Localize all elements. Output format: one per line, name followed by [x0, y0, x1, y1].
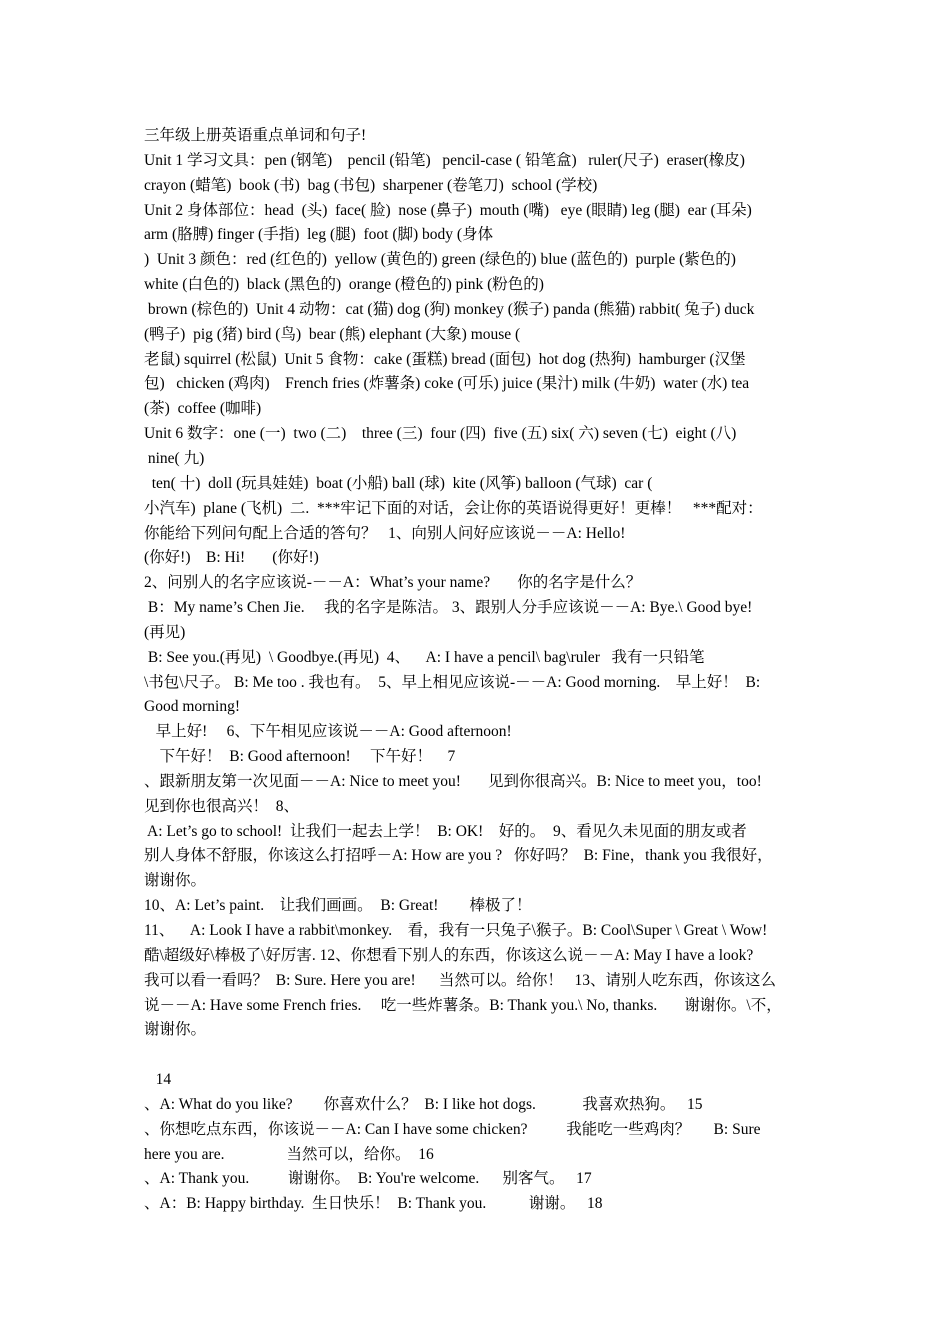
- text-line: nine( 九): [144, 449, 205, 467]
- text-line: ten( 十) doll (玩具娃娃) boat (小船) ball (球) kite (风筝) balloon (气球) car (: [144, 474, 653, 492]
- text-line: crayon (蜡笔) book (书) bag (书包) sharpener (卷笔刀) school (学校): [144, 176, 598, 194]
- text-line: 、A: Thank you. 谢谢你。 B: You're welcome. 别客气。 17: [144, 1170, 592, 1188]
- text-line: brown (棕色的) Unit 4 动物：cat (猫) dog (狗) monkey (猴子) panda (熊猫) rabbit( 兔子) duck: [144, 300, 755, 318]
- text-line: (再见): [144, 623, 186, 641]
- text-line: ) Unit 3 颜色：red (红色的) yellow (黄色的) green (绿色的) blue (蓝色的) purple (紫色的): [144, 251, 736, 269]
- text-line: 、A：B: Happy birthday. 生日快乐！ B: Thank you. 谢谢。 18: [144, 1195, 603, 1213]
- text-line: 11、 A: Look I have a rabbit\monkey. 看，我有一只兔子\猴子。B: Cool\Super \ Great \ Wow!: [144, 922, 768, 939]
- text-line: 别人身体不舒服，你该这么打招呼－A: How are you ? 你好吗？ B: Fine，thank you 我很好，: [144, 847, 773, 865]
- text-line: 10、A: Let’s paint. 让我们画画。 B: Great! 棒极了！: [144, 897, 532, 915]
- text-line: B：My name’s Chen Jie. 我的名字是陈洁。 3、跟别人分手应该说－－A: Bye.\ Good bye!: [144, 599, 753, 617]
- text-line: Good morning!: [144, 698, 241, 716]
- text-line: Unit 2 身体部位：head (头) face( 脸) nose (鼻子) mouth (嘴) eye (眼睛) leg (腿) ear (耳朵): [144, 201, 752, 219]
- text-line: 14: [144, 1071, 172, 1089]
- blank-line: [144, 1043, 816, 1068]
- text-line: arm (胳膊) finger (手指) leg (腿) foot (脚) body (身体: [144, 226, 494, 244]
- text-line: Unit 6 数字：one (一) two (二) three (三) four (四) five (五) six( 六) seven (七) eight (八): [144, 425, 737, 443]
- text-line: 、你想吃点东西，你该说－－A: Can I have some chicken? 我能吃一些鸡肉？ B: Sure: [144, 1120, 761, 1138]
- text-line: white (白色的) black (黑色的) orange (橙色的) pink (粉色的): [144, 276, 544, 294]
- text-line: 你能给下列问句配上合适的答句？ 1、向别人问好应该说－－A: Hello!: [144, 524, 626, 542]
- text-line: 谢谢你。: [144, 872, 207, 890]
- text-line: 谢谢你。: [144, 1021, 207, 1039]
- text-line: 下午好！ B: Good afternoon! 下午好！ 7: [144, 748, 456, 766]
- text-line: here you are. 当然可以，给你。 16: [144, 1145, 434, 1163]
- text-line: (鸭子) pig (猪) bird (鸟) bear (熊) elephant (大象) mouse (: [144, 325, 521, 343]
- document-body: [144, 124, 816, 1217]
- text-line: 、A: What do you like? 你喜欢什么？ B: I like hot dogs. 我喜欢热狗。 15: [144, 1095, 703, 1113]
- text-line: 、跟新朋友第一次见面－－A: Nice to meet you! 见到你很高兴。B: Nice to meet you，too!: [144, 772, 762, 790]
- text-line: \书包\尺子。 B: Me too . 我也有。 5、早上相见应该说-－－A: Good morning. 早上好！ B:: [144, 673, 761, 691]
- text-line: 小汽车) plane (飞机) 二. ***牢记下面的对话，会让你的英语说得更好！更棒！ ***配对：: [144, 499, 763, 517]
- text-line: 早上好! 6、下午相见应该说－－A: Good afternoon!: [144, 723, 512, 741]
- text-line: A: Let’s go to school! 让我们一起去上学！ B: OK! 好的。 9、看见久未见面的朋友或者: [144, 822, 747, 840]
- text-line: 包) chicken (鸡肉) French fries (炸薯条) coke (可乐) juice (果汁) milk (牛奶) water (水) tea: [144, 375, 750, 393]
- text-line: (茶) coffee (咖啡): [144, 400, 262, 418]
- text-line: 2、问别人的名字应该说-－－A：What’s your name? 你的名字是什么？: [144, 574, 642, 592]
- text-line: 三年级上册英语重点单词和句子!: [144, 127, 367, 144]
- text-line: 见到你也很高兴！ 8、: [144, 797, 300, 815]
- text-line: B: See you.(再见) \ Goodbye.(再见) 4、 A: I have a pencil\ bag\ruler 我有一只铅笔: [144, 648, 705, 666]
- text-line: (你好!) B: Hi! (你好!): [144, 549, 319, 567]
- text-line: 说－－A: Have some French fries. 吃一些炸薯条。B: Thank you.\ No, thanks. 谢谢你。\不，: [144, 996, 782, 1014]
- text-line: 酷\超级好\棒极了\好厉害. 12、你想看下别人的东西，你该这么说－－A: May I have a look?: [144, 946, 754, 964]
- text-line: Unit 1 学习文具：pen (钢笔) pencil (铅笔) pencil-case ( 铅笔盒) ruler(尺子) eraser(橡皮): [144, 151, 745, 169]
- text-line: 老鼠) squirrel (松鼠) Unit 5 食物：cake (蛋糕) bread (面包) hot dog (热狗) hamburger (汉堡: [144, 350, 746, 368]
- text-line: 我可以看一看吗？ B: Sure. Here you are! 当然可以。给你！ 13、请别人吃东西，你该这么: [144, 971, 777, 989]
